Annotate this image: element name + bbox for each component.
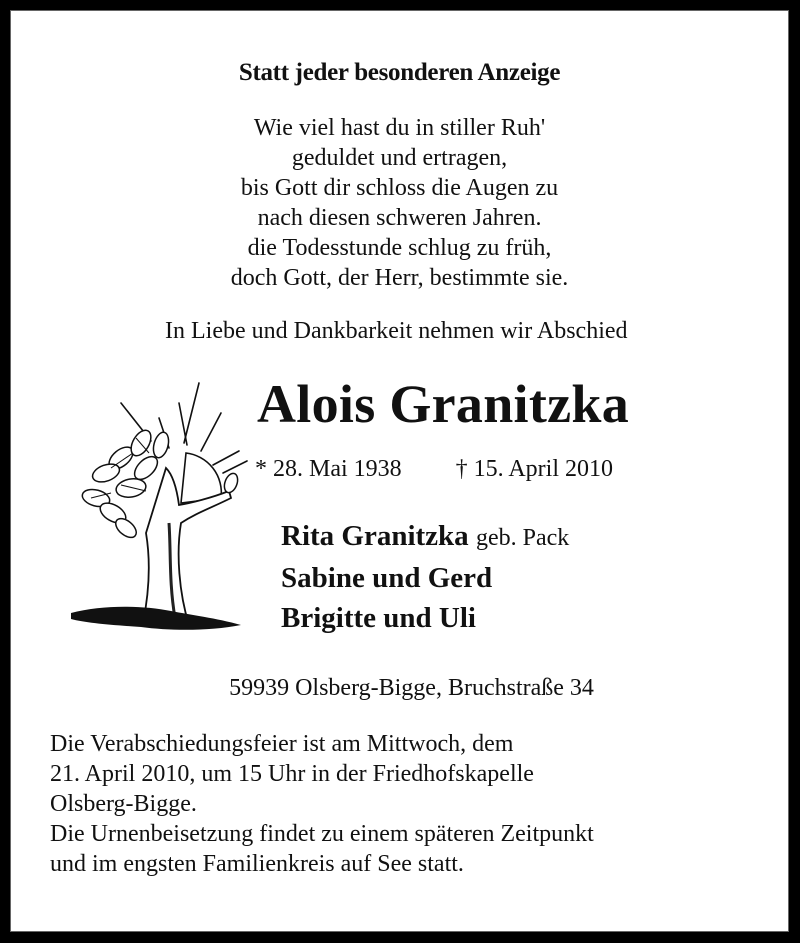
mourner xyxy=(281,516,569,558)
deceased-name: Alois Granitzka xyxy=(257,374,630,434)
poem-line: geduldet und ertragen, xyxy=(291,145,508,171)
poem-line: nach diesen schweren Jahren. xyxy=(257,205,542,231)
maiden-name-note: geb. Pack xyxy=(475,525,570,551)
mourners-list xyxy=(281,516,569,638)
details-line: 21. April 2010, um 15 Uhr in der Friedhofskapelle xyxy=(50,761,534,787)
death-date: † 15. April 2010 xyxy=(455,456,614,482)
mourner-name: Rita Granitzka xyxy=(281,520,469,552)
poem xyxy=(11,113,788,293)
life-dates xyxy=(255,456,613,483)
details-line: Die Urnenbeisetzung findet zu einem späteren Zeitpunkt xyxy=(50,821,594,847)
poem-line: bis Gott dir schloss die Augen zu xyxy=(240,175,559,201)
poem-line: die Todesstunde schlug zu früh, xyxy=(247,235,552,261)
poem-line: Wie viel hast du in stiller Ruh' xyxy=(253,115,546,141)
address xyxy=(11,675,788,702)
address-text: 59939 Olsberg-Bigge, Bruchstraße 34 xyxy=(229,675,594,701)
farewell-line: In Liebe und Dankbarkeit nehmen wir Abschied xyxy=(165,318,628,344)
birth-date: * 28. Mai 1938 xyxy=(255,456,402,482)
mourner: Sabine und Gerd xyxy=(281,562,493,594)
poem-line: doch Gott, der Herr, bestimmte sie. xyxy=(230,265,569,291)
obituary-notice xyxy=(10,10,789,932)
notice-heading: Statt jeder besonderen Anzeige xyxy=(238,59,561,86)
details-line: Olsberg-Bigge. xyxy=(50,791,197,817)
details-line: Die Verabschiedungsfeier ist am Mittwoch, dem xyxy=(50,731,514,757)
details-line: und im engsten Familienkreis auf See statt. xyxy=(50,851,464,877)
ceremony-details xyxy=(50,729,594,879)
mourner: Brigitte und Uli xyxy=(281,602,476,634)
tree-with-sun-icon xyxy=(51,373,256,653)
